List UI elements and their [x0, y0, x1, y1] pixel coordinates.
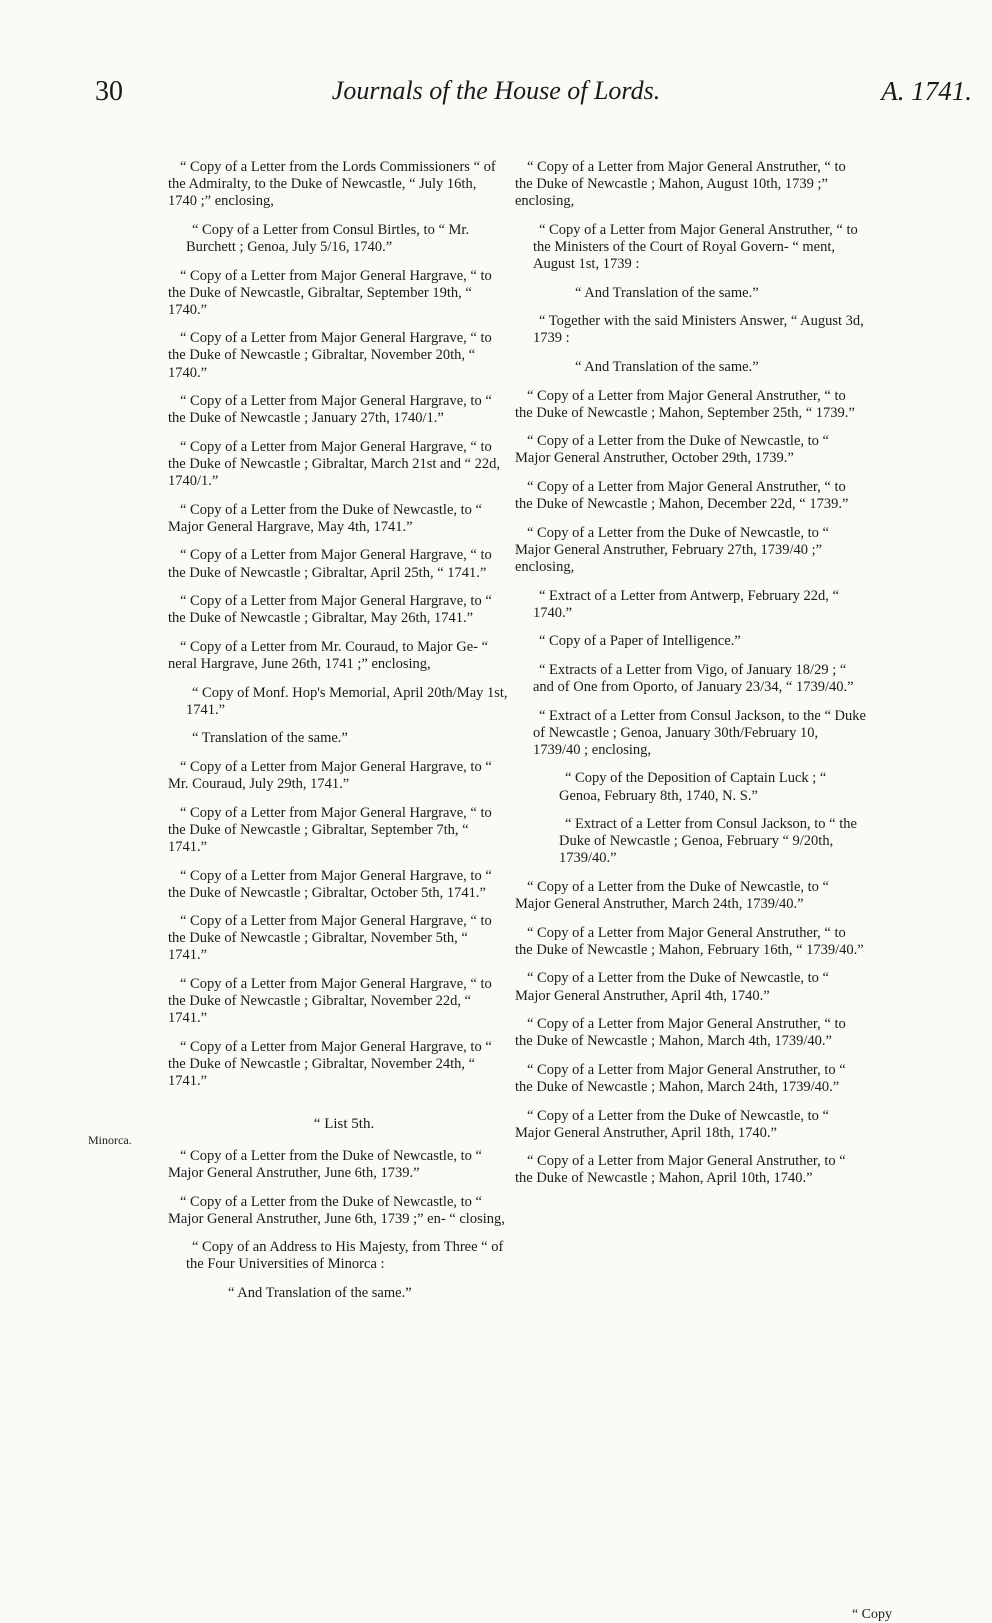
list-item: “ Copy of a Letter from the Duke of Newcastle, to “ Major General Anstruther, March 24th, 1739/40.”	[515, 879, 829, 913]
list-item: “ Copy of a Letter from the Duke of Newcastle, to “ Major General Anstruther, June 6th, 1739.”	[168, 1147, 482, 1181]
list-item: “ Copy of a Letter from Major General Hargrave, to “ Mr. Couraud, July 29th, 1741.”	[168, 758, 492, 793]
left-column	[168, 159, 508, 1314]
list-item: “ Copy of a Letter from Major General Hargrave, “ to the Duke of Newcastle, Gibraltar, September 19th, “ 1740.”	[168, 267, 492, 318]
list-item: “ Copy of a Letter from the Duke of Newcastle, to “ Major General Hargrave, May 4th, 1741.”	[168, 501, 482, 535]
page-header	[0, 76, 992, 116]
list-item: “ Copy of a Letter from the Duke of Newcastle, to “ Major General Anstruther, April 18th, 1740.”	[515, 1107, 829, 1141]
list-item: “ Copy of a Letter from Major General Hargrave, “ to the Duke of Newcastle ; Gibraltar, November 22d, “ 1741.”	[168, 976, 492, 1027]
list-item: “ Copy of an Address to His Majesty, from Three “ of the Four Universities of Minorca :	[186, 1239, 504, 1273]
right-column	[515, 159, 867, 1199]
year-label: A. 1741.	[881, 76, 972, 106]
list-item: “ Extract of a Letter from Antwerp, February 22d, “ 1740.”	[533, 587, 839, 621]
list-item: “ Copy of the Deposition of Captain Luck ; “ Genoa, February 8th, 1740, N. S.”	[559, 770, 827, 804]
list-item: “ Extract of a Letter from Consul Jackson, to “ the Duke of Newcastle ; Genoa, February “ 9/20th, 1739/40.”	[559, 816, 857, 867]
list-item: “ Together with the said Ministers Answer, “ August 3d, 1739 :	[533, 313, 864, 347]
list-item: “ Copy of a Letter from Major General Anstruther, “ to the Ministers of the Court of Royal Govern- “ ment, August 1st, 1739 :	[533, 221, 858, 273]
list-item: “ Copy of a Letter from the Duke of Newcastle, to “ Major General Anstruther, April 4th, 1740.”	[515, 970, 829, 1004]
list-item: “ Extract of a Letter from Consul Jackson, to the “ Duke of Newcastle ; Genoa, January 30th/February 10, 1739/40 ; enclosing,	[533, 707, 866, 758]
list-item: “ Copy of a Letter from Consul Birtles, to “ Mr. Burchett ; Genoa, July 5/16, 1740.”	[186, 221, 470, 255]
title-part-of-the: of the	[422, 76, 495, 105]
list-item: “ Copy of a Letter from Major General Hargrave, “ to the Duke of Newcastle ; Gibraltar, April 25th, “ 1741.”	[168, 547, 492, 581]
margin-note-minorca: Minorca.	[88, 1133, 132, 1147]
list-item: “ And Translation of the same.”	[228, 1285, 412, 1302]
list-item: “ Copy of a Letter from Major General Hargrave, to “ the Duke of Newcastle ; Gibraltar, November 24th, “ 1741.”	[168, 1038, 492, 1090]
page-number: 30	[95, 76, 123, 107]
list-heading: “ List 5th.	[313, 1116, 375, 1133]
list-item: “ And Translation of the same.”	[575, 358, 759, 375]
title-part-journals: Journals	[331, 76, 423, 105]
list-item: “ Copy of a Letter from Major General Hargrave, “ to the Duke of Newcastle ; Gibraltar, September 7th, “ 1741.”	[168, 804, 492, 855]
list-item: “ Copy of a Letter from Major General Anstruther, “ to the Duke of Newcastle ; Mahon, August 10th, 1739 ;” enclosing,	[515, 159, 846, 210]
list-item: “ Translation of the same.”	[192, 730, 348, 747]
list-item: “ Copy of a Letter from Major General Anstruther, to “ the Duke of Newcastle ; Mahon, March 24th, 1739/40.”	[515, 1061, 846, 1095]
list-item: “ Copy of a Letter from Major General Anstruther, “ to the Duke of Newcastle ; Mahon, March 4th, 1739/40.”	[515, 1016, 846, 1050]
list-item: “ Copy of a Letter from Mr. Couraud, to Major Ge- “ neral Hargrave, June 26th, 1741 ;” enclosing,	[168, 638, 489, 673]
list-item: “ Copy of a Letter from Major General Hargrave, “ to the Duke of Newcastle ; Gibraltar, November 5th, “ 1741.”	[168, 913, 492, 964]
list-item: “ Copy of a Letter from Major General Anstruther, “ to the Duke of Newcastle ; Mahon, September 25th, “ 1739.”	[515, 387, 855, 421]
title-part-house: House	[494, 76, 561, 105]
title-part-of: of	[560, 76, 594, 105]
list-item: “ Copy of a Paper of Intelligence.”	[539, 633, 741, 650]
list-item: “ Copy of a Letter from Major General Anstruther, “ to the Duke of Newcastle ; Mahon, December 22d, “ 1739.”	[515, 479, 849, 513]
list-item: “ Copy of a Letter from Major General Hargrave, to “ the Duke of Newcastle ; Gibraltar, May 26th, 1741.”	[168, 593, 492, 627]
title-part-lords: Lords.	[593, 76, 661, 105]
list-item: “ Copy of a Letter from Major General Anstruther, to “ the Duke of Newcastle ; Mahon, April 10th, 1740.”	[515, 1153, 846, 1187]
list-item: “ Copy of a Letter from Major General Anstruther, “ to the Duke of Newcastle ; Mahon, February 16th, “ 1739/40.”	[515, 924, 864, 958]
list-item: “ Copy of a Letter from Major General Hargrave, to “ the Duke of Newcastle ; January 27th, 1740/1.”	[168, 393, 492, 427]
catchword: “ Copy	[851, 1607, 892, 1622]
list-item: “ Copy of a Letter from Major General Hargrave, “ to the Duke of Newcastle ; Gibraltar, November 20th, “ 1740.”	[168, 330, 492, 381]
list-item: “ Copy of Monf. Hop's Memorial, April 20th/May 1st, 1741.”	[186, 684, 508, 718]
list-item: “ And Translation of the same.”	[575, 284, 759, 301]
list-item: “ Copy of a Letter from Major General Hargrave, “ to the Duke of Newcastle ; Gibraltar, March 21st and “ 22d, 1740/1.”	[168, 438, 501, 490]
list-item: “ Copy of a Letter from the Duke of Newcastle, to “ Major General Anstruther, June 6th, 1739 ;” en- “ closing,	[168, 1193, 505, 1227]
running-title	[0, 76, 992, 106]
list-item: “ Copy of a Letter from the Duke of Newcastle, to “ Major General Anstruther, February 27th, 1739/40 ;” enclosing,	[515, 524, 829, 575]
list-item: “ Copy of a Letter from the Duke of Newcastle, to “ Major General Anstruther, October 29th, 1739.”	[515, 433, 829, 467]
list-item: “ Extracts of a Letter from Vigo, of January 18/29 ; “ and of One from Oporto, of January 23/34, “ 1739/40.”	[533, 661, 854, 696]
list-item: “ Copy of a Letter from Major General Hargrave, to “ the Duke of Newcastle ; Gibraltar, October 5th, 1741.”	[168, 867, 492, 901]
list-item: “ Copy of a Letter from the Lords Commissioners “ of the Admiralty, to the Duke of Newcastle, “ July 16th, 1740 ;” enclosing,	[168, 159, 496, 210]
